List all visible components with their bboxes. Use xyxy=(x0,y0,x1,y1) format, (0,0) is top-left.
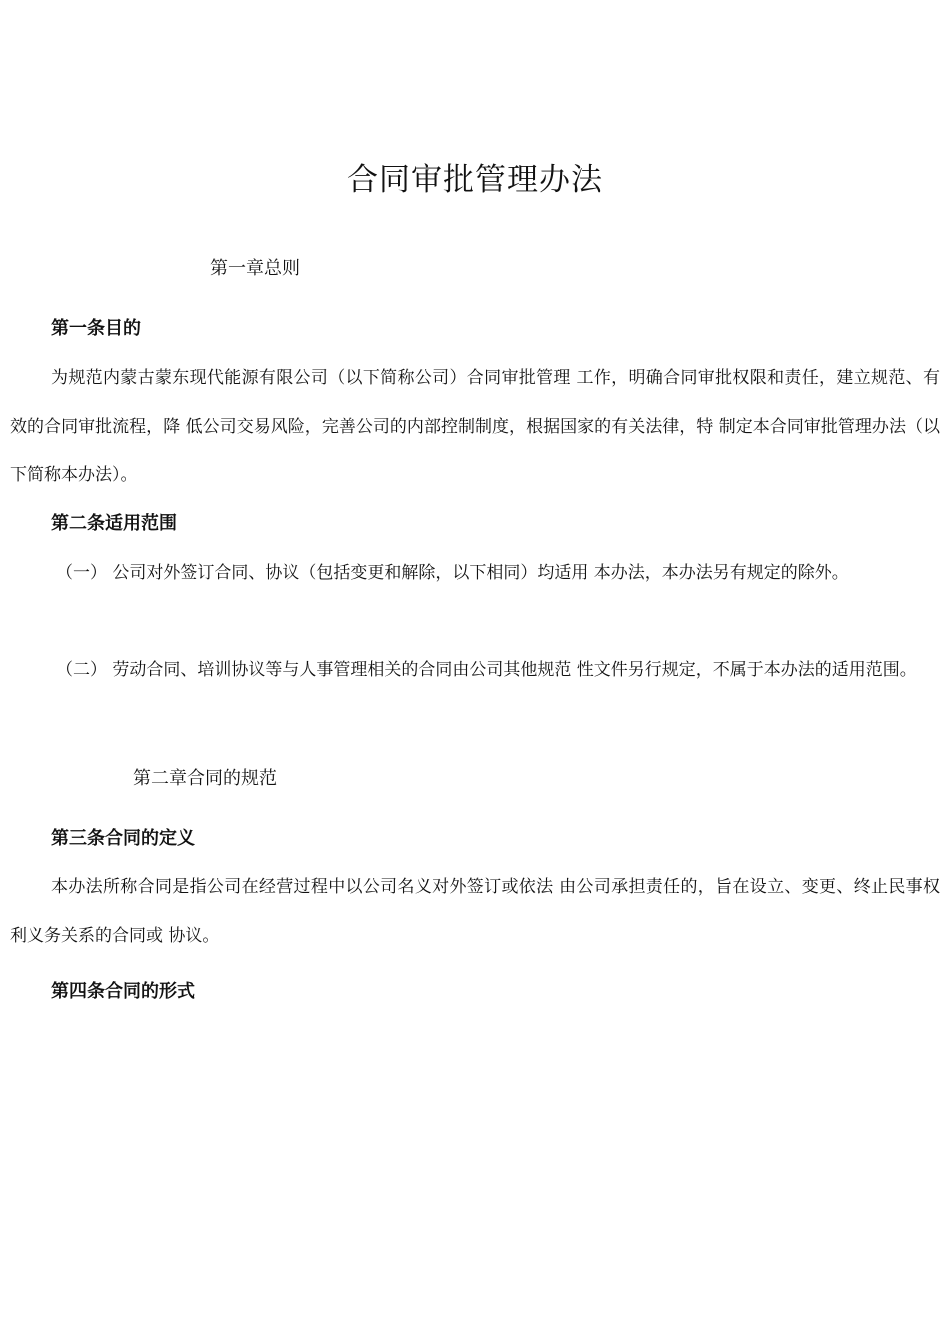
article-1-paragraph-1: 为规范内蒙古蒙东现代能源有限公司（以下简称公司）合同审批管理 工作，明确合同审批权限和责任，建立规范、有效的合同审批流程，降 低公司交易风险，完善公司的内部控制制度，根据国家的有关法律，特 制定本合同审批管理办法（以下简称本办法）。 xyxy=(10,368,940,485)
article-heading-3: 第三条合同的定义 xyxy=(51,828,195,849)
article-heading-4: 第四条合同的形式 xyxy=(51,981,195,1002)
article-2-paragraph-1: （一） 公司对外签订合同、协议（包括变更和解除，以下相同）均适用 本办法，本办法另有规定的除外。 xyxy=(56,563,849,583)
chapter-heading-1: 第一章总则 xyxy=(210,258,300,279)
article-heading-2: 第二条适用范围 xyxy=(51,513,177,534)
article-3-paragraph-1: 本办法所称合同是指公司在经营过程中以公司名义对外签订或依法 由公司承担责任的，旨在设立、变更、终止民事权利义务关系的合同或 协议。 xyxy=(10,877,940,946)
article-heading-1: 第一条目的 xyxy=(51,318,141,339)
article-2-paragraph-2: （二） 劳动合同、培训协议等与人事管理相关的合同由公司其他规范 性文件另行规定，不属于本办法的适用范围。 xyxy=(56,660,917,680)
document-title: 合同审批管理办法 xyxy=(347,162,603,198)
chapter-heading-2: 第二章合同的规范 xyxy=(133,768,277,789)
